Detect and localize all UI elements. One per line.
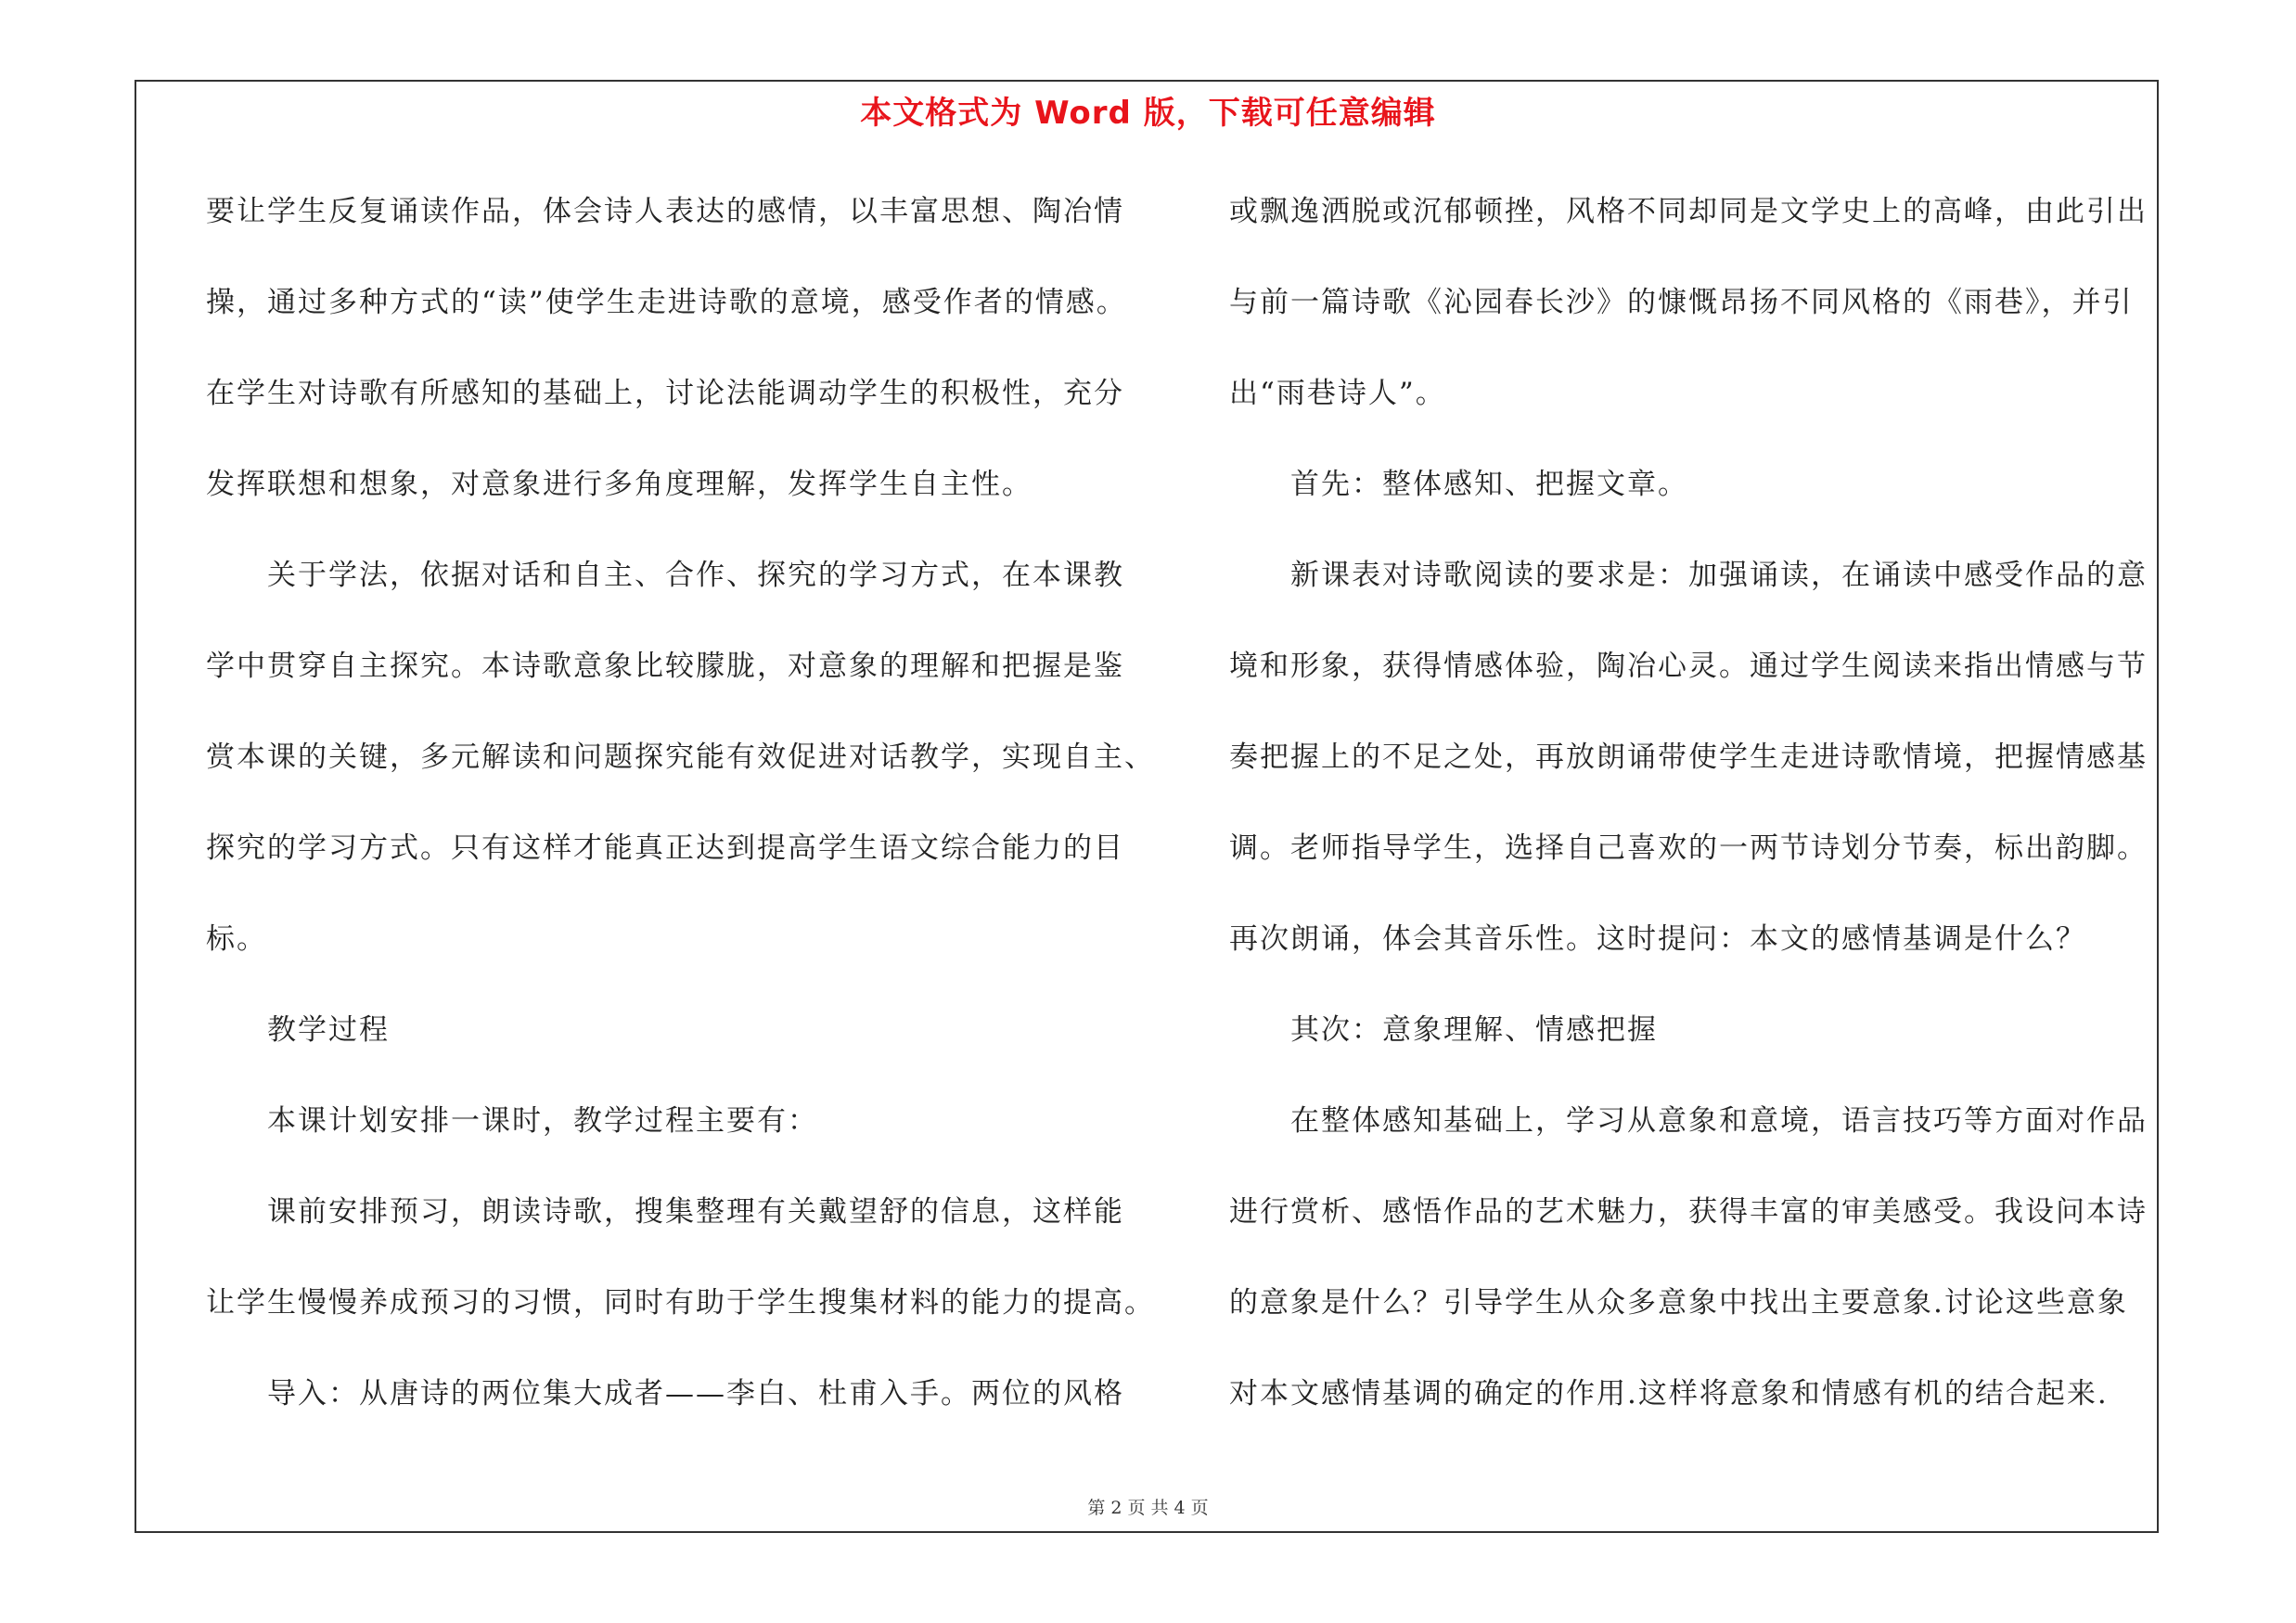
text-line: 探究的学习方式。只有这样才能真正达到提高学生语文综合能力的目: [206, 831, 1124, 865]
text-line: 课前安排预习，朗读诗歌，搜集整理有关戴望舒的信息，这样能: [267, 1195, 1124, 1229]
section-heading: 首先：整体感知、把握文章。: [1290, 468, 1688, 501]
text-line: 关于学法，依据对话和自主、合作、探究的学习方式，在本课教: [267, 559, 1124, 592]
text-line: 导入：从唐诗的两位集大成者——李白、杜甫入手。两位的风格: [267, 1377, 1124, 1410]
text-line: 标。: [206, 922, 267, 956]
text-line: 让学生慢慢养成预习的习惯，同时有助于学生搜集材料的能力的提高。: [206, 1286, 1155, 1320]
text-line: 本课计划安排一课时，教学过程主要有：: [267, 1104, 818, 1138]
format-banner: 本文格式为 Word 版，下载可任意编辑: [860, 95, 1436, 132]
page-number-footer: 第 2 页 共 4 页: [1087, 1498, 1209, 1518]
text-line: 的意象是什么？引导学生从众多意象中找出主要意象.讨论这些意象: [1229, 1286, 2128, 1320]
text-line: 与前一篇诗歌《沁园春长沙》的慷慨昂扬不同风格的《雨巷》，并引: [1229, 286, 2134, 319]
left-text-column: [206, 182, 1155, 1455]
text-line: 要让学生反复诵读作品，体会诗人表达的感情，以丰富思想、陶冶情: [206, 195, 1124, 228]
text-line: 操，通过多种方式的“读”使学生走进诗歌的意境，感受作者的情感。: [206, 286, 1127, 319]
text-line: 调。老师指导学生，选择自己喜欢的一两节诗划分节奏，标出韵脚。: [1229, 831, 2148, 865]
text-line: 奏把握上的不足之处，再放朗诵带使学生走进诗歌情境，把握情感基: [1229, 741, 2148, 774]
text-line: 出“雨巷诗人”。: [1229, 377, 1446, 410]
text-line: 或飘逸洒脱或沉郁顿挫，风格不同却同是文学史上的高峰，由此引出: [1229, 195, 2148, 228]
text-line: 学中贯穿自主探究。本诗歌意象比较朦胧，对意象的理解和把握是鉴: [206, 650, 1124, 683]
section-heading: 教学过程: [267, 1013, 390, 1047]
section-heading: 其次：意象理解、情感把握: [1290, 1013, 1658, 1047]
text-line: 在学生对诗歌有所感知的基础上，讨论法能调动学生的积极性，充分: [206, 377, 1124, 410]
text-line: 进行赏析、感悟作品的艺术魅力，获得丰富的审美感受。我设问本诗: [1229, 1195, 2148, 1229]
text-line: 新课表对诗歌阅读的要求是：加强诵读，在诵读中感受作品的意: [1290, 559, 2148, 592]
text-line: 在整体感知基础上，学习从意象和意境，语言技巧等方面对作品: [1290, 1104, 2148, 1138]
text-line: 对本文感情基调的确定的作用.这样将意象和情感有机的结合起来.: [1229, 1377, 2109, 1410]
right-text-column: [1229, 182, 2157, 1455]
text-line: 境和形象，获得情感体验，陶冶心灵。通过学生阅读来指出情感与节: [1229, 650, 2148, 683]
text-line: 发挥联想和想象，对意象进行多角度理解，发挥学生自主性。: [206, 468, 1033, 501]
text-line: 赏本课的关键，多元解读和问题探究能有效促进对话教学，实现自主、: [206, 741, 1155, 774]
text-line: 再次朗诵，体会其音乐性。这时提问：本文的感情基调是什么？: [1229, 922, 2086, 956]
